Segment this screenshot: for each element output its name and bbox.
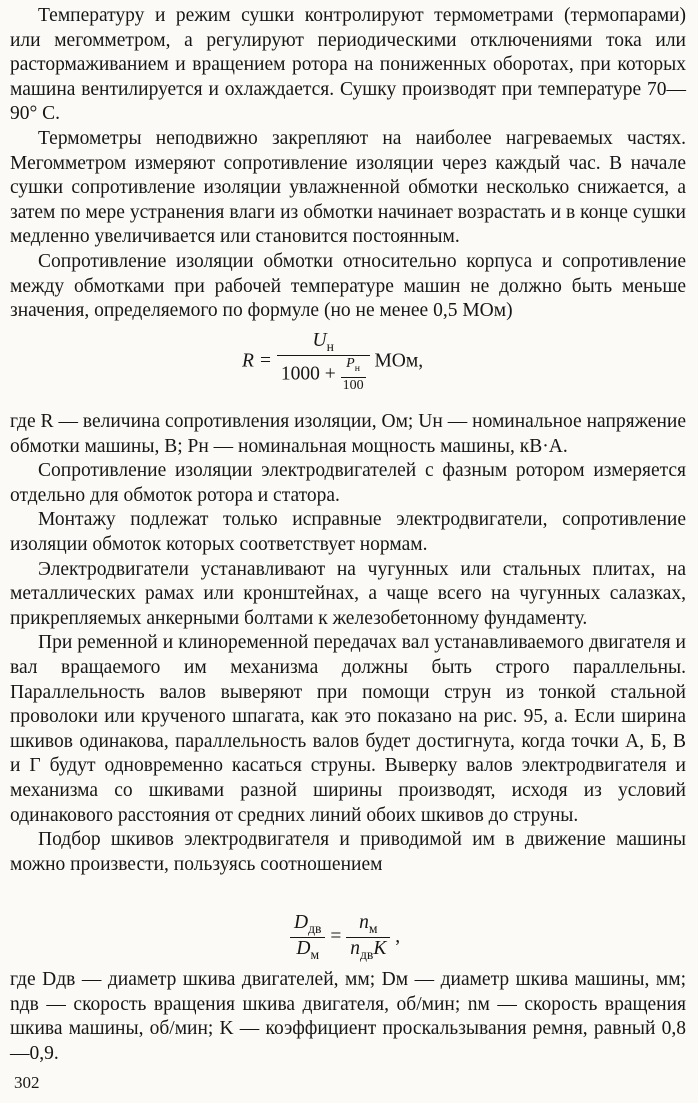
formula-lhs: R = <box>242 350 272 372</box>
paragraph: Сопротивление изоляции электродвигателей с фазным ротором измеряется отдельно для обмоток ротора и статора. <box>10 460 686 506</box>
formula-unit: МОм, <box>374 350 424 372</box>
paragraph: Сопротивление изоляции обмотки относительно корпуса и сопротивление между обмотками при рабочей температуре машин не должно быть меньше значения, определяемого по формуле (но не менее 0,5 МОм) <box>10 250 686 322</box>
formula-right-fraction: $\frac{n_м}{n_{дв}K}$ <box>346 912 390 963</box>
paragraph: Термометры неподвижно закрепляют на наиболее нагреваемых частях. Мегомметром измеряют сопротивление изоляции через каждый час. В начале сушки сопротивление изоляции увлажненной обмотки несколько снижается, а затем по мере устранения влаги из обмотки начинает возрастать и в конце сушки медленно увеличивается или становится постоянным. <box>10 127 686 248</box>
text-block-top <box>10 4 686 324</box>
paragraph: где Dдв — диаметр шкива двигателей, мм; Dм — диаметр шкива машины, мм; nдв — скорость вращения шкива двигателя, об/мин; nм — скорость вращения шкива машины, об/мин; K — коэффициент проскальзывания ремня, равный 0,8—0,9. <box>10 969 686 1064</box>
paragraph: Температуру и режим сушки контролируют термометрами (термопарами) или мегомметром, а регулируют периодическими отключениями тока или растормаживанием и вращением ротора на пониженных оборотах, при которых машина вентилируется и охлаждается. Сушку производят при температуре 70—90° С. <box>10 5 686 125</box>
paragraph: Электродвигатели устанавливают на чугунных или стальных плитах, на металлических рамах или кронштейнах, а чаще всего на чугунных салазках, прикрепляемых анкерными болтами к железобетонному фундаменту. <box>10 558 686 629</box>
pulley-ratio-formula: $\frac{D_{дв}}{D_м}$ = $\frac{n_м}{n_{дв}K}$ , <box>290 912 400 963</box>
text-block-bottom <box>10 968 686 1066</box>
formula-inner-fraction: $P_н$ 100 <box>342 355 364 393</box>
formula-fraction <box>277 330 370 394</box>
paragraph: где R — величина сопротивления изоляции, Ом; Uн — номинальное напряжение обмотки машины, В; Pн — номинальная мощность машины, кВ·А. <box>10 411 686 457</box>
formula-denominator: 1000 + $P_н$ 100 <box>280 355 364 393</box>
text-block-middle <box>10 410 686 877</box>
paragraph: Подбор шкивов электродвигателя и приводимой им в движение машины можно произвести, пользуясь соотношением <box>10 829 686 875</box>
insulation-resistance-formula <box>242 330 423 394</box>
paragraph: При ременной и клиноременной передачах вал устанавливаемого двигателя и вал вращаемого им механизма должны быть строго параллельны. Параллельность валов выверяют при помощи струн из тонкой стальной проволоки или крученого шпагата, как это показано на рис. 95, а. Если ширина шкивов одинакова, параллельность валов будет достигнута, когда точки А, Б, В и Г будут одновременно касаться струны. Выверку валов электродвигателя и механизма со шкивами разной ширины производят, исходя из условий одинакового расстояния от средних линий обоих шкивов до струны. <box>10 632 686 826</box>
paragraph: Монтажу подлежат только исправные электродвигатели, сопротивление изоляции обмоток которых соответствует нормам. <box>10 509 686 555</box>
formula-left-fraction: $\frac{D_{дв}}{D_м}$ <box>290 912 325 963</box>
formula-numerator: $U_н$ <box>277 330 370 356</box>
page-number: 302 <box>14 1073 40 1092</box>
